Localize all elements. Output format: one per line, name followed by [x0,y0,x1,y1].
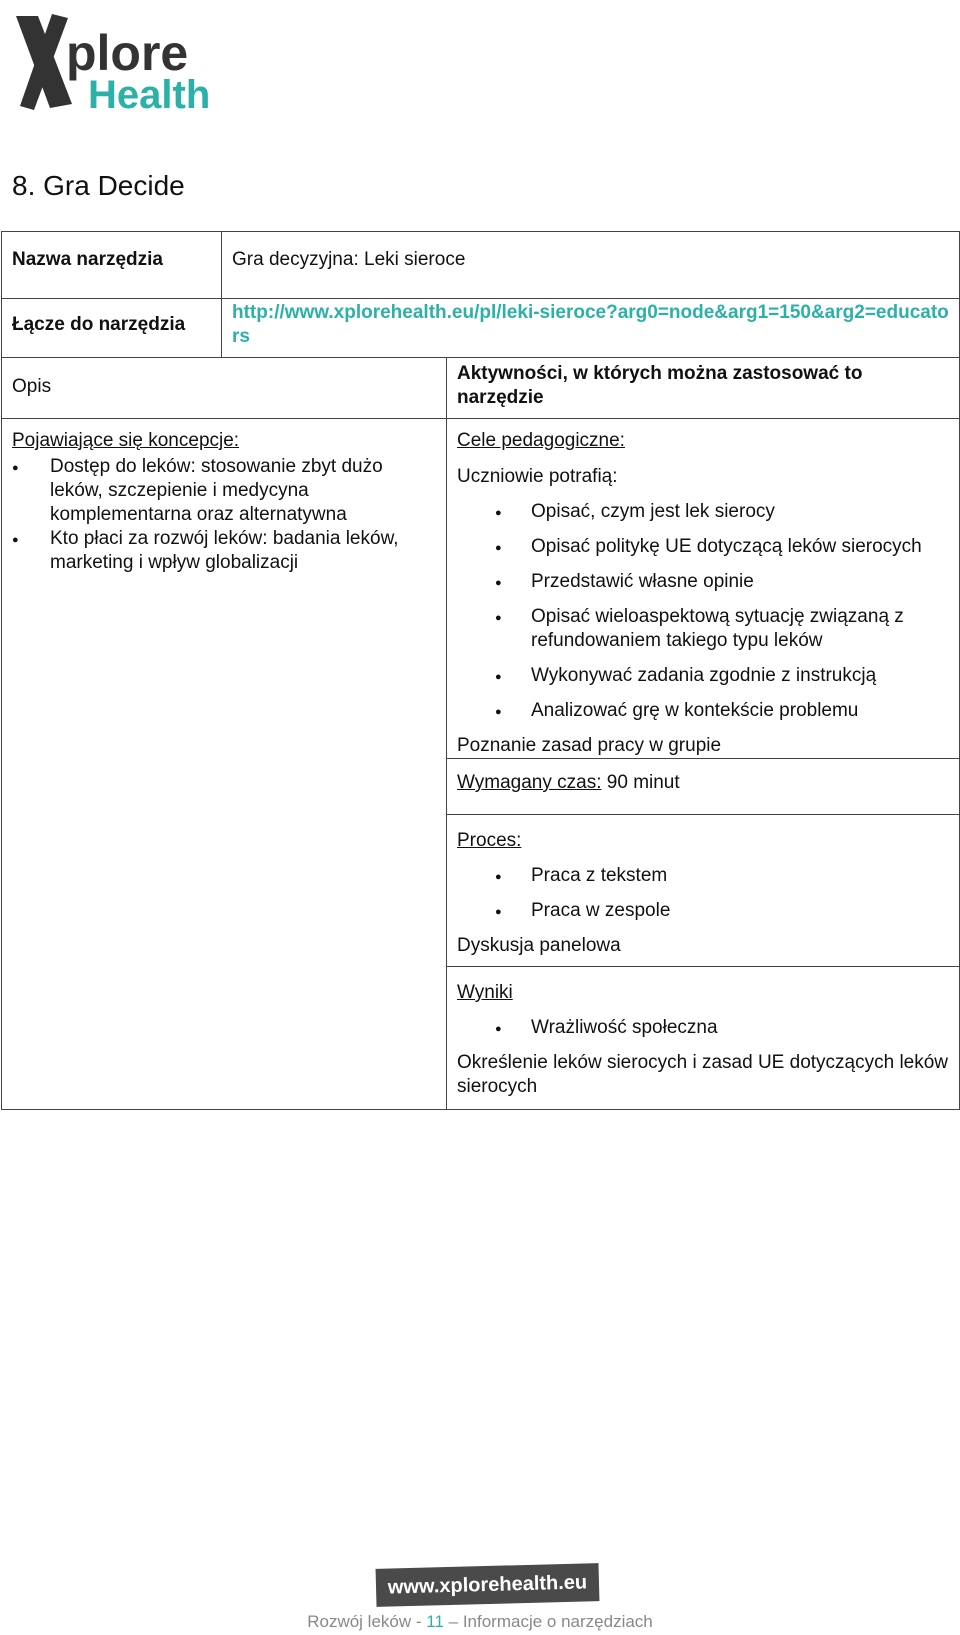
goals-intro: Uczniowie potrafią: [457,466,618,487]
footer-right: – Informacje o narzędziach [443,1612,653,1631]
process-extra: Dyskusja panelowa [457,935,621,956]
goals-extra: Poznanie zasad pracy w grupie [457,735,722,756]
goals-list [457,500,949,723]
list-item: ● Wykonywać zadania zgodnie z instrukcją [457,664,949,688]
list-item: ● Wrażliwość społeczna [457,1016,949,1040]
tool-link[interactable]: http://www.xplorehealth.eu/pl/leki-sieroce?arg0=node&arg1=150&arg2=educators [232,302,949,347]
time-value: 90 minut [601,772,680,793]
concepts-title: Pojawiające się koncepcje: [12,430,240,451]
logo-text-plore: plore [66,25,189,81]
list-item: ● Opisać, czym jest lek sierocy [457,500,949,524]
logo-graphic [8,8,248,118]
process-cell [447,815,960,967]
tool-table [1,231,960,1110]
concepts-cell [2,419,447,1110]
link-cell [222,299,960,358]
process-title: Proces: [457,830,522,851]
list-item: ● Praca w zespole [457,899,949,923]
list-item: ● Analizować grę w kontekście problemu [457,699,949,723]
list-item: ● Praca z tekstem [457,864,949,888]
list-item: ● Dostęp do leków: stosowanie zbyt dużo leków, szczepienie i medycyna komplementarna oraz alternatywna [12,455,436,527]
link-row [2,299,960,358]
goals-cell [447,419,960,759]
process-list [457,864,949,923]
results-title: Wyniki [457,982,513,1003]
footer-left: Rozwój leków - [307,1612,427,1631]
logo-text-health: Health [88,73,211,117]
page-footer [0,1612,960,1632]
page-title: 8. Gra Decide [12,170,185,201]
activities-label: Aktywności, w których można zastosować to narzędzie [447,358,960,419]
desc-header-row [2,358,960,419]
results-list [457,1016,949,1040]
name-label: Nazwa narzędzia [2,232,222,299]
content-row [2,419,960,759]
list-item: ● Kto płaci za rozwój leków: badania leków, marketing i wpływ globalizacji [12,527,436,575]
concepts-list [12,455,436,575]
goals-title: Cele pedagogiczne: [457,430,625,451]
name-value: Gra decyzyjna: Leki sieroce [222,232,960,299]
time-cell [447,759,960,815]
results-cell [447,967,960,1110]
list-item: ● Opisać politykę UE dotyczącą leków sierocych [457,535,949,559]
name-row [2,232,960,299]
page-number: 11 [426,1612,444,1631]
time-label: Wymagany czas: [457,772,602,793]
desc-label: Opis [2,358,447,419]
list-item: ● Opisać wieloaspektową sytuację związaną z refundowaniem takiego typu leków [457,605,949,653]
list-item: ● Przedstawić własne opinie [457,570,949,594]
xplorehealth-logo [8,8,248,118]
link-label: Łącze do narzędzia [2,299,222,358]
footer-banner: www.xplorehealth.eu [376,1563,600,1607]
results-extra: Określenie leków sierocych i zasad UE dotyczących leków sierocych [457,1052,949,1097]
